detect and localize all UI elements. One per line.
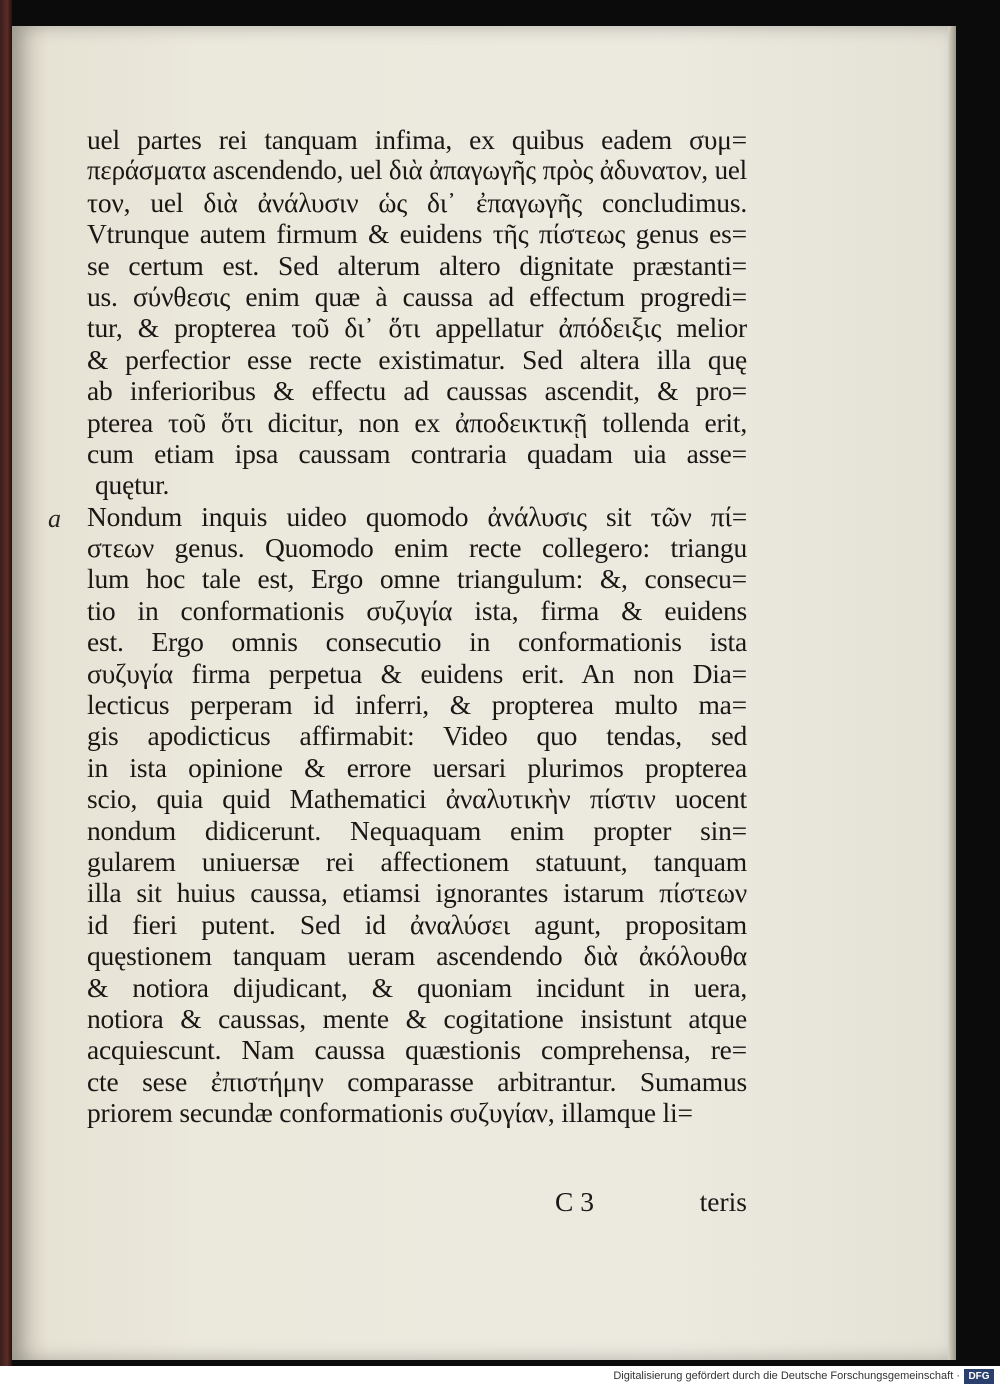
text-line: tio in conformationis συζυγία ista, firma & euidens	[87, 594, 747, 626]
margin-note: a	[48, 504, 61, 533]
dfg-credit: Digitalisierung gefördert durch die Deutsche Forschungsgemeinschaft ·	[613, 1370, 960, 1382]
signature-mark: C 3	[555, 1186, 594, 1217]
text-line: acquiescunt. Nam caussa quæstionis comprehensa, re=	[87, 1034, 747, 1066]
text-line: uel partes rei tanquam infima, ex quibus eadem συμ=	[87, 124, 747, 155]
text-line: illa sit huius caussa, etiamsi ignorantes istarum πίστεων	[87, 877, 747, 909]
text-line: scio, quia quid Mathematici ἀναλυτικὴν πίστιν uocent	[87, 783, 747, 815]
text-line: se certum est. Sed alterum altero dignitate præstanti=	[87, 249, 747, 281]
text-line: gis apodicticus affirmabit: Video quo tendas, sed	[87, 720, 747, 752]
page-text	[87, 124, 747, 1129]
text-line: τον, uel διὰ ἀνάλυσιν ὡς δι᾽ ἐπαγωγῆς concludimus.	[87, 186, 747, 218]
text-line: quęstionem tanquam ueram ascendendo διὰ ἀκόλουθα	[87, 940, 747, 972]
text-line: cum etiam ipsa caussam contraria quadam uia asse=	[87, 437, 747, 469]
text-line: us. σύνθεσις enim quæ à caussa ad effectum progredi=	[87, 280, 747, 312]
text-line: στεων genus. Quomodo enim recte collegero: triangu	[87, 532, 747, 564]
text-line: quętur.	[95, 469, 170, 501]
book-cover-edge	[0, 0, 12, 1366]
catchword: teris	[699, 1186, 747, 1217]
text-line: περάσματα ascendendo, uel διὰ ἀπαγωγῆς πρὸς ἀδυνατον, uel	[87, 155, 747, 186]
text-line: ab inferioribus & effectu ad caussas ascendit, & pro=	[87, 375, 747, 407]
dfg-logo: DFG	[964, 1369, 994, 1384]
text-line: cte sese ἐπιστήμην comparasse arbitrantur. Sumamus	[87, 1065, 747, 1097]
book-page	[12, 26, 948, 1360]
text-line: συζυγία firma perpetua & euidens erit. An non Dia=	[87, 657, 747, 689]
text-line: lecticus perperam id inferri, & propterea multo ma=	[87, 689, 747, 721]
text-line: Vtrunque autem firmum & euidens τῆς πίστεως genus es=	[87, 218, 747, 250]
text-line: id fieri putent. Sed id ἀναλύσει agunt, propositam	[87, 908, 747, 940]
text-line: Nondum inquis uideo quomodo ἀνάλυσις sit τῶν πί=	[87, 500, 747, 532]
text-line: nondum didicerunt. Nequaquam enim propter sin=	[87, 814, 747, 846]
text-line: notiora & caussas, mente & cogitatione insistunt atque	[87, 1002, 747, 1034]
text-line: & notiora dijudicant, & quoniam incidunt in uera,	[87, 971, 747, 1003]
text-line: est. Ergo omnis consecutio in conformationis ista	[87, 626, 747, 658]
signature-line	[87, 1186, 747, 1218]
text-line: & perfectior esse recte existimatur. Sed altera illa quę	[87, 343, 747, 375]
text-line: gularem uniuersæ rei affectionem statuunt, tanquam	[87, 845, 747, 877]
text-line: lum hoc tale est, Ergo omne triangulum: &, consecu=	[87, 563, 747, 595]
text-line: in ista opinione & errore uersari plurimos propterea	[87, 751, 747, 783]
text-line: priorem secundæ conformationis συζυγίαν, illamque li=	[87, 1097, 693, 1129]
footer-bar	[0, 1366, 1000, 1388]
page-edge	[948, 26, 956, 1360]
text-line: pterea τοῦ ὅτι dicitur, non ex ἀποδεικτικῇ tollenda erit,	[87, 406, 747, 438]
text-line: tur, & propterea τοῦ δι᾽ ὅτι appellatur ἀπόδειξις melior	[87, 312, 747, 344]
